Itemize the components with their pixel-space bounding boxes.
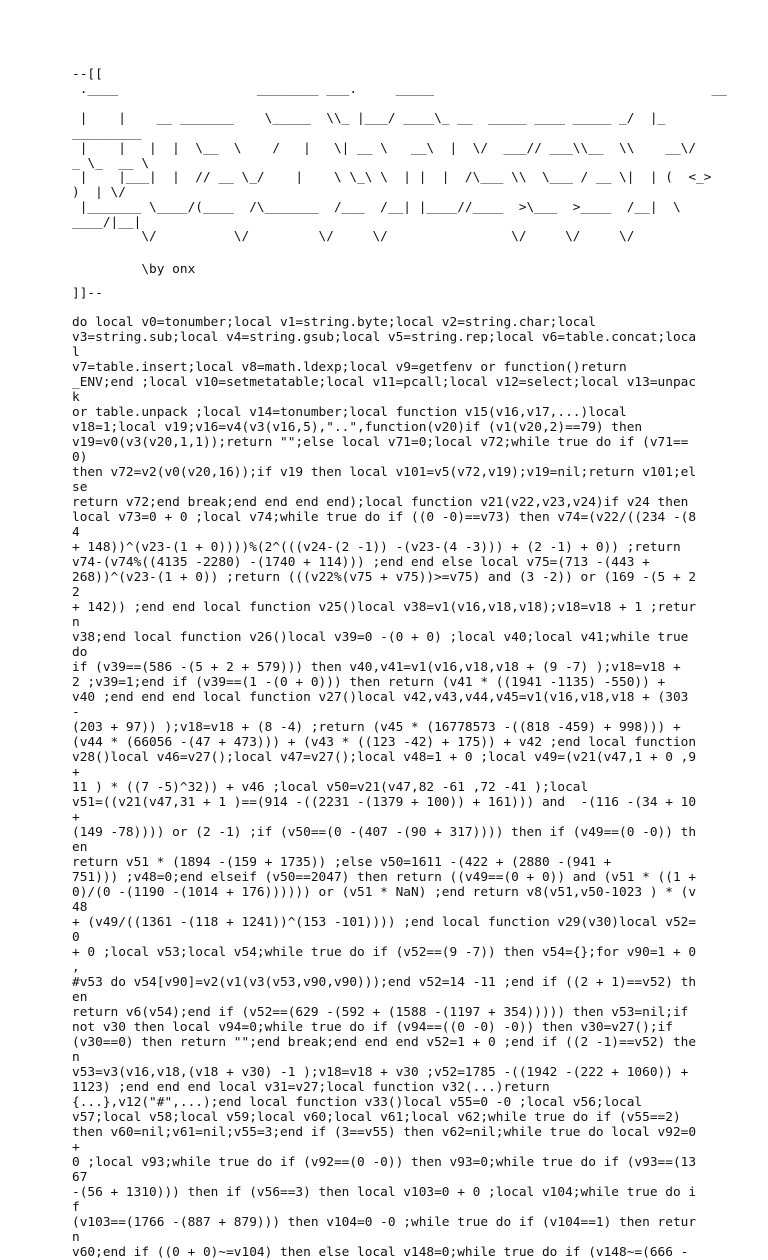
lua-code-block: do local v0=tonumber;local v1=string.byte;local v2=string.char;local v3=string.sub;local v4=string.gsub;local v5=string.rep;local v6=table.concat;local v7=table.insert;local v8=math.ldexp;local v9=getfenv or function()return _ENV;end ;local v10=setmetatable;local v11=pcall;local v12=select;local v13=unpack or table.unpack ;local v14=tonumber;local function v15(v16,v17,...)local v18=1;local v19;v16=v4(v3(v16,5),"..",function(v20)if (v1(v20,2)==79) then v19=v0(v3(v20,1,1));return "";else local v71=0;local v72;while true do if (v71==0) then v72=v2(v0(v20,16));if v19 then local v101=v5(v72,v19);v19=nil;return v101;else return v72;end break;end end end end);local function v21(v22,v23,v24)if v24 then local v73=0 + 0 ;local v74;while true do if ((0 -0)==v73) then v74=(v22/((234 -(84 + 148))^(v23-(1 + 0))))%(2^(((v24-(2 -1)) -(v23-(4 -3))) + (2 -1) + 0)) ;return v74-(v74%((4135 -2280) -(1740 + 114))) ;end end else local v75=(713 -(443 + 268))^(v23-(1 + 0)) ;return (((v22%(v75 + v75))>=v75) and (3 -2)) or (169 -(5 + 22 + 142)) ;end end local function v25()local v38=v1(v16,v18,v18);v18=v18 + 1 ;return v38;end local function v26()local v39=0 -(0 + 0) ;local v40;local v41;while true do if (v39==(586 -(5 + 2 + 579))) then v40,v41=v1(v16,v18,v18 + (9 -7) );v18=v18 + 2 ;v39=1;end if (v39==(1 -(0 + 0))) then return (v41 * ((1941 -1135) -550)) + v40 ;end end end local function v27()local v42,v43,v44,v45=v1(v16,v18,v18 + (303 - (203 + 97)) );v18=v18 + (8 -4) ;return (v45 * (16778573 -((818 -459) + 998))) + (v44 * (66056 -(47 + 473))) + (v43 * ((123 -42) + 175)) + v42 ;end local function v28()local v46=v27();local v47=v27();local v48=1 + 0 ;local v49=(v21(v47,1 + 0 ,9 + 11 ) * ((7 -5)^32)) + v46 ;local v50=v21(v47,82 -61 ,72 -41 );local v51=((v21(v47,31 + 1 )==(914 -((2231 -(1379 + 100)) + 161))) and -(116 -(34 + 10 + (149 -78)))) or (2 -1) ;if (v50==(0 -(407 -(90 + 317)))) then if (v49==(0 -0)) then return v51 * (1894 -(159 + 1735)) ;else v50=1611 -(422 + (2880 -(941 + 751))) ;v48=0;end elseif (v50==2047) then return ((v49==(0 + 0)) and (v51 * ((1 + 0)/(0 -(1190 -(1014 + 176)))))) or (v51 * NaN) ;end return v8(v51,v50-1023 ) * (v48 + (v49/((1361 -(118 + 1241))^(153 -101)))) ;end local function v29(v30)local v52=0 + 0 ;local v53;local v54;while true do if (v52==(9 -7)) then v54={};for v90=1 + 0 , #v53 do v54[v90]=v2(v1(v3(v53,v90,v90)));end v52=14 -11 ;end if ((2 + 1)==v52) then return v6(v54);end if (v52==(629 -(592 + (1588 -(1197 + 354))))) then v53=nil;if not v30 then local v94=0;while true do if (v94==((0 -0) -0)) then v30=v27();if (v30==0) then return "";end break;end end end v52=1 + 0 ;end if ((2 -1)==v52) then v53=v3(v16,v18,(v18 + v30) -1 );v18=v18 + v30 ;v52=1785 -((1942 -(222 + 1060)) + 1123) ;end end end local v31=v27;local function v32(...)return {...},v12("#",...);end local function v33()local v55=0 -0 ;local v56;local v57;local v58;local v59;local v60;local v61;local v62;while true do if (v55==2) then v60=nil;v61=nil;v55=3;end if (3==v55) then v62=nil;while true do local v92=0 + 0 ;local v93;while true do if (v92==(0 -0)) then v93=0;while true do if (v93==(1367 -(56 + 1310))) then if (v56==3) then local v103=0 + 0 ;local v104;while true do if (v103==(1766 -(887 + 879))) then v104=0 -0 ;while true do if (v104==1) then return v60;end if ((0 + 0)~=v104) then else local v148=0;while true do if (v148~=(666 - bbox=[72, 315, 697, 1260]
document-page bbox=[72, 67, 727, 1260]
ascii-art-banner: --[[ .____ ________ ___. _____ __ | | __ _______ \_____ \\_ |___/ ____\_ __ _____ ____ _____ _/ |_ _________ | | | | \__ \ / | \| __ \ __\ | \/ ___// ___\\__ \\ __\/ _ \_ __ \ | |___| | // __ \_/ | \ \_\ \ | | | /\___ \\ \___ / __ \| | ( <_> ) | \/ |_______ \____/(____ /\_______ /___ /__| |____//____ >\___ >____ /__| \ ____/|__| \/ \/ \/ \/ \/ \/ \/ bbox=[72, 67, 727, 245]
comment-close: ]]-- bbox=[72, 286, 103, 301]
author-byline: \by onx bbox=[72, 262, 196, 277]
